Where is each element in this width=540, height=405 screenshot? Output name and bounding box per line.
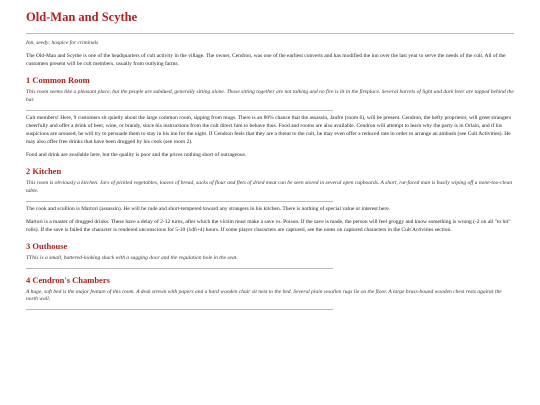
section-heading: 1 Common Room	[26, 74, 90, 85]
boxed-description: This room is obviously a kitchen. Jars of pickled vegetables, loaves of bread, sacks of flour and flets of dried meat can be seen stored in several open cupboards. A short, rat-faced man is busily wiping off a none-too-clean table.	[26, 179, 513, 194]
section-kitchen	[26, 166, 514, 235]
section-cendrons-chambers	[26, 275, 514, 311]
intro-paragraph: The Old-Man and Scythe is one of the headquarters of cult activity in the village. The owner, Cendron, was one of the earliest converts and has modified the inn over the last year to serve the needs of the cult. All of the customers present will be cult members, usually from outlying farms.	[26, 52, 506, 67]
page-title: Old-Man and Scythe	[26, 10, 138, 24]
section-heading: 2 Kitchen	[26, 165, 62, 176]
body-paragraph: Martori is a master of drugged drinks. These have a delay of 2-12 turns, after which the victim must make a save vs. Poison. If the save is made, the person will feel groggy and know something is wrong (-2 on all "to hit" rolls). If the save is failed the character is rendered unconscious for 5-10 (1d6+4) hours. If some player characters are captured, see the notes on captured characters in the Cult Activities section.	[26, 218, 511, 233]
boxed-description: TThis is a small, battered-looking shack with a sagging door and the regulation hole in the seat.	[26, 254, 238, 261]
boxed-divider	[26, 309, 333, 310]
body-paragraph: Cult members! Here, 9 customers sit quietly about the large common room, sipping from mugs. There is an 80% chance that the assassin, Jaufre (room 6), will be present. Cendron, the hefty proprietor, will greet strangers cheerfully and offer a drink of beer, wine, or brandy, since his instructions from the cult direct him to behave thus. Food and rooms are also available. Cendron will attempt to learn why the party is in Orlain, and if his suspicions are aroused, he will try to persuade them to stay in his inn for the night. If Cendron feels that they are a threat to the cult, he may even offer a reduced rate in order to arrange an ambush (see Cult Activities). He may also offer free drinks that have been drugged by his cook (see room 2).	[26, 114, 512, 145]
section-outhouse	[26, 241, 514, 269]
boxed-description: A huge, soft bed is the major feature of this room. A desk strewn with papers and a hard wooden chair sit next to the bed. Several plain woollen rugs lie on the floor. A large brass-bound wooden chest rests against the north wall.	[26, 288, 502, 303]
title-divider	[26, 33, 514, 34]
section-heading: 3 Outhouse	[26, 240, 68, 251]
boxed-divider	[26, 268, 333, 269]
section-heading: 4 Cendron's Chambers	[26, 274, 110, 285]
boxed-description: This room seems like a pleasant place, but the people are subdued, generally sitting alone. Those sitting together are not talking and no fire is lit in the fireplace. Several barrels of light and dark beer are tapped behind the bar.	[26, 88, 514, 103]
body-paragraph: Food and drink are available here, but the quality is poor and the prices nothing short of outrageous.	[26, 151, 247, 158]
body-paragraph: The cook and scullion is Martori (assassin). He will be rude and short-tempered toward any strangers in his kitchen. There is nothing of special value or interest here.	[26, 205, 391, 212]
boxed-divider	[26, 110, 333, 111]
subtitle: Inn, seedy; hospice for criminals	[26, 40, 99, 46]
boxed-divider	[26, 201, 333, 202]
section-common-room	[26, 75, 514, 160]
